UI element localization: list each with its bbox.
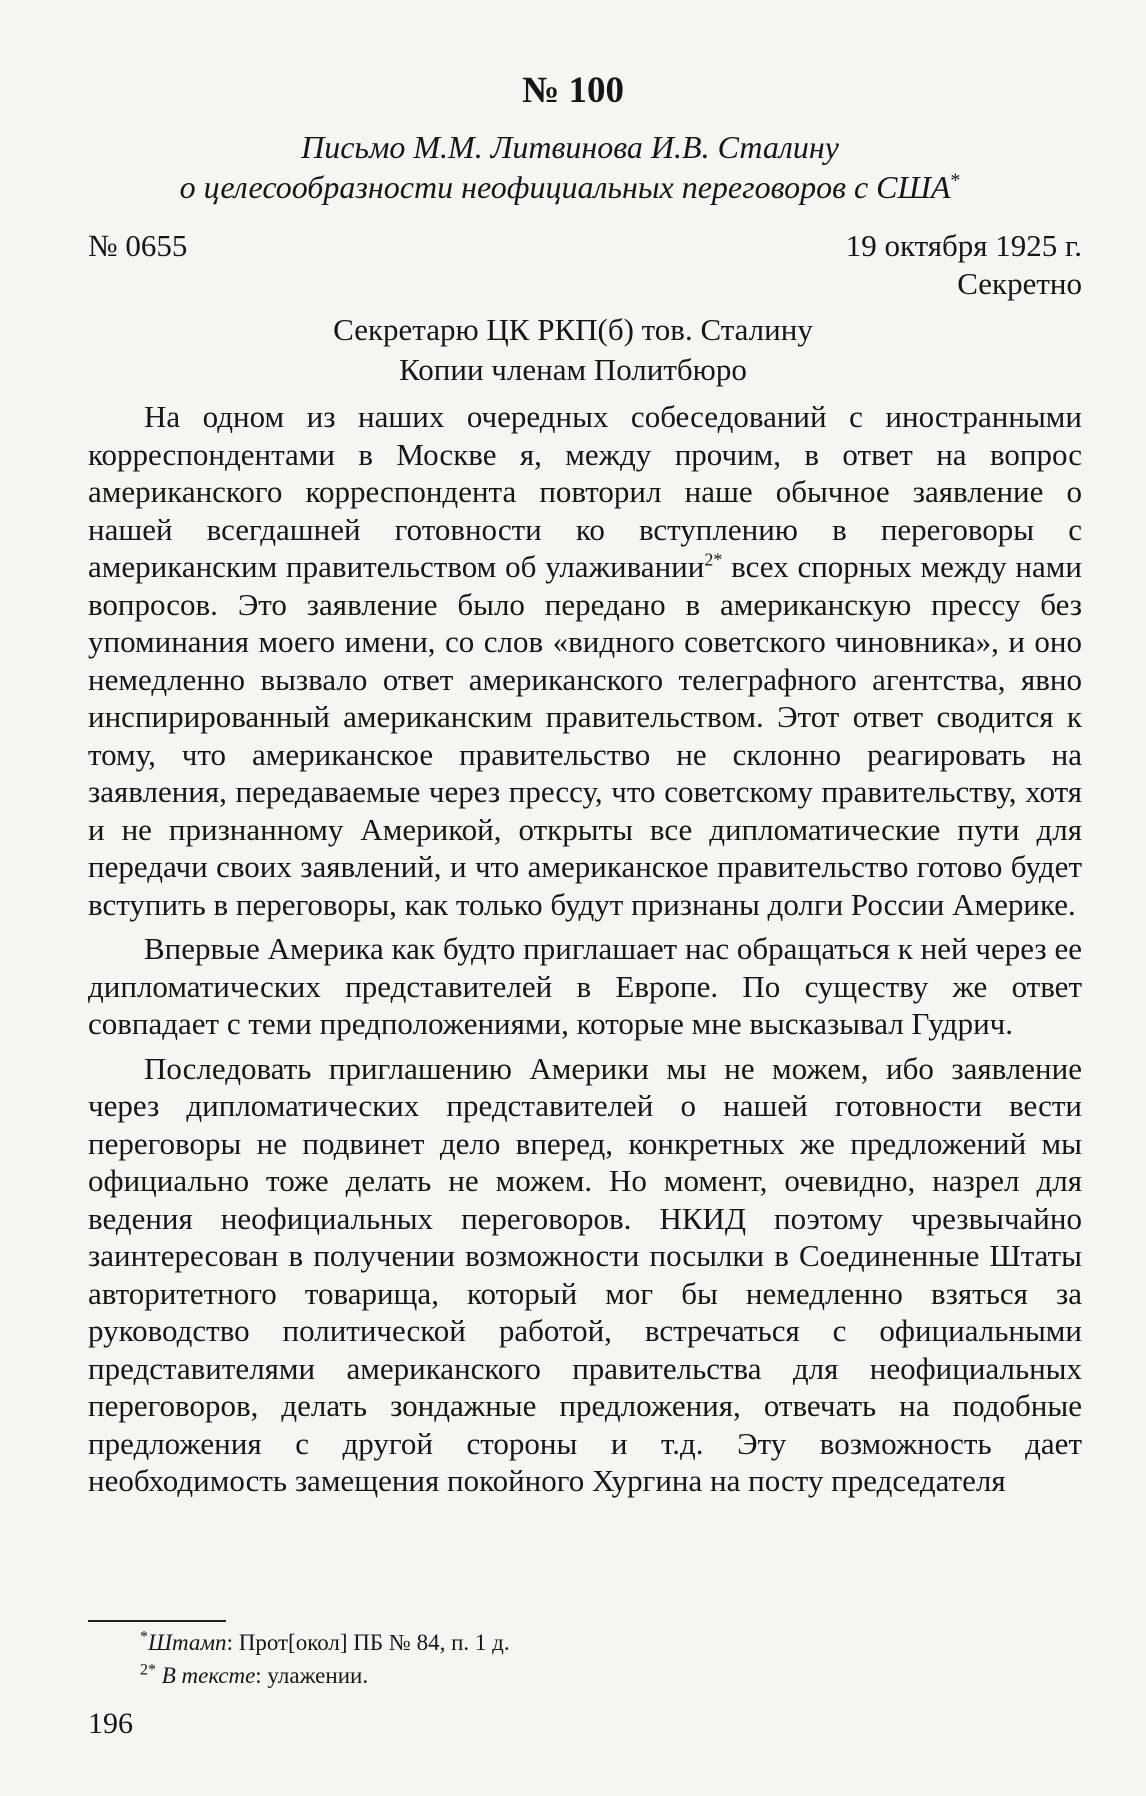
footnote-2 [140, 1659, 1040, 1692]
footnote-2-mark: 2* [140, 1661, 156, 1679]
reference-line [88, 226, 1082, 266]
reference-number: № 0655 [88, 228, 188, 263]
letter-body [88, 398, 1082, 1500]
document-date: 19 октября 1925 г. [845, 228, 1082, 263]
document-number: № 100 [522, 70, 624, 111]
addressee-copies: Копии членам Политбюро [399, 352, 747, 387]
footnote-2-label: В тексте [161, 1663, 256, 1688]
addressee-block [0, 310, 1146, 390]
footnote-2-text: : улажении. [255, 1663, 369, 1688]
classification-label: Секретно [957, 266, 1082, 301]
document-title [60, 127, 1080, 207]
addressee-primary: Секретарю ЦК РКП(б) тов. Сталину [333, 312, 813, 347]
footnote-ref-2: 2* [704, 549, 723, 570]
page-number: 196 [88, 1707, 133, 1740]
paragraph-1-part-1: На одном из наших очередных собеседований с иностранными корреспондентами в Москве я, между прочим, в ответ на вопрос американского корреспондента повторил наше обычное заявление о нашей всегдашней готовности ко вступлению в переговоры с американским правительством об улаживании [88, 399, 1082, 584]
body-paragraph-2: Впервые Америка как будто приглашает нас обращаться к ней через ее дипломатических представителей в Европе. По существу же ответ совпадает с теми предположениями, которые мне высказывал Гудрич. [88, 931, 1082, 1041]
footnote-divider [88, 1620, 226, 1622]
body-paragraph-3: Последовать приглашению Америки мы не можем, ибо заявление через дипломатических представителей о нашей готовности вести переговоры не подвинет дело вперед, конкретных же предложений мы официально тоже делать не можем. Но момент, очевидно, назрел для ведения неофициальных переговоров. НКИД поэтому чрезвычайно заинтересован в получении возможности посылки в Соединенные Штаты авторитетного товарища, который мог бы немедленно взяться за руководство политической работой, встречаться с официальными представителями американского правительства для неофициальных переговоров, делать зондажные предложения, отвечать на подобные предложения с другой стороны и т.д. Эту возможность дает необходимость замещения покойного Хургина на посту председателя [88, 1050, 1082, 1498]
body-paragraph-1 [88, 398, 1082, 923]
footnote-1 [140, 1626, 1040, 1659]
footnote-1-text: : Прот[окол] ПБ № 84, п. 1 д. [226, 1630, 510, 1655]
title-line-2-text: о целесообразности неофициальных переговоров с США [179, 169, 951, 205]
footnote-1-label: Штамп [148, 1630, 227, 1655]
paragraph-1-part-2: всех спорных между нами вопросов. Это заявление было передано в американскую прессу без упоминания моего имени, со слов «видного советского чиновника», и оно немедленно вызвало ответ американского телеграфного агентства, явно инспирированный американским правительством. Этот ответ сводится к тому, что американское правительство не склонно реагировать на заявления, передаваемые через прессу, что советскому правительству, хотя и не признанному Америкой, открыты все дипломатические пути для передачи своих заявлений, и что американское правительство готово будет вступить в переговоры, как только будут признаны долги России Америке. [88, 549, 1082, 922]
title-line-1: Письмо М.М. Литвинова И.В. Сталину [301, 129, 839, 165]
footnotes [140, 1626, 1040, 1692]
title-footnote-mark: * [950, 169, 961, 192]
footnote-1-mark: * [140, 1628, 148, 1646]
title-line-2 [60, 167, 1080, 207]
